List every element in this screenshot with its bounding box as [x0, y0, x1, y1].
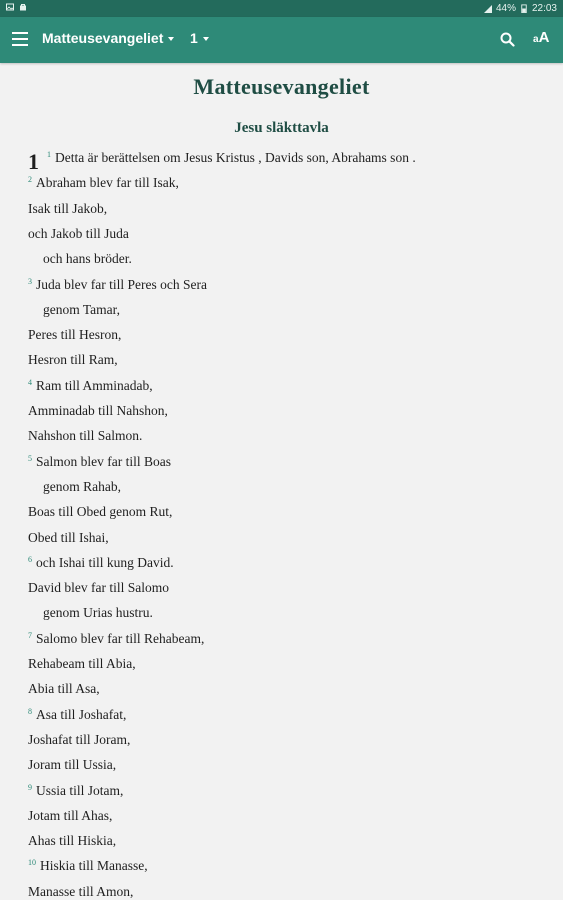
battery-icon [520, 4, 528, 13]
verse-text: Nahshon till Salmon. [28, 428, 143, 444]
verse-number[interactable]: 6 [28, 554, 32, 564]
clock: 22:03 [531, 3, 557, 14]
verse-text: Salomo blev far till Rehabeam, [36, 630, 205, 646]
chapter-selector-label: 1 [190, 30, 198, 46]
chapter-number: 1 [28, 149, 39, 174]
verse-text: Joram till Ussia, [28, 757, 117, 773]
verse-number[interactable]: 8 [28, 706, 32, 716]
verse-line [47, 150, 416, 166]
verse-text: och Jakob till Juda [28, 225, 129, 241]
verse-line [28, 378, 153, 394]
verse-text: Ahas till Hiskia, [28, 833, 117, 849]
verse-text: Ussia till Jotam, [36, 782, 124, 798]
verse-line [28, 858, 148, 874]
verse-text: Isak till Jakob, [28, 200, 108, 216]
verse-text: Detta är berättelsen om Jesus Kristus , Davids son, Abrahams son . [55, 150, 416, 165]
verse-text: Hiskia till Manasse, [40, 858, 148, 874]
verse-continuation-line [28, 530, 109, 546]
verse-text: David blev far till Salomo [28, 580, 169, 596]
book-title: Matteusevangeliet [193, 74, 370, 99]
verse-text: Abia till Asa, [28, 681, 100, 697]
status-indicators [484, 3, 557, 14]
verse-text: genom Urias hustru. [43, 605, 153, 621]
signal-icon [484, 5, 492, 13]
verse-number[interactable]: 10 [28, 858, 36, 868]
verse-line [28, 277, 207, 293]
verse-continuation-line [28, 428, 142, 444]
battery-percent: 44% [495, 3, 516, 14]
verse-continuation-line [28, 352, 118, 368]
verse-text: Salmon blev far till Boas [36, 453, 171, 469]
verse-continuation-line [28, 403, 168, 419]
hamburger-menu-icon[interactable] [12, 32, 28, 46]
verse-text: genom Tamar, [43, 301, 120, 317]
verse-continuation-line [28, 757, 116, 773]
bag-notification-icon [19, 3, 27, 11]
verse-continuation-line [28, 504, 172, 520]
verse-number[interactable]: 9 [28, 782, 32, 792]
verse-text: Juda blev far till Peres och Sera [36, 276, 207, 292]
verse-line [28, 783, 123, 799]
verse-text: Joshafat till Joram, [28, 731, 131, 747]
verse-text: Abraham blev far till Isak, [36, 175, 179, 191]
verse-text: Jotam till Ahas, [28, 807, 113, 823]
verse-continuation-line [28, 201, 107, 217]
verse-text: Amminadab till Nahshon, [28, 403, 168, 418]
verse-continuation-line [28, 833, 116, 849]
status-bar [0, 0, 563, 17]
verse-continuation-line [43, 251, 132, 267]
verse-continuation-line [28, 808, 112, 824]
chapter-selector[interactable] [190, 30, 209, 46]
verse-text: Hesron till Ram, [28, 352, 118, 368]
section-title: Jesu släkttavla [234, 120, 329, 136]
caret-down-icon [168, 37, 174, 41]
verse-number[interactable]: 2 [28, 175, 32, 185]
verse-text: Peres till Hesron, [28, 327, 122, 343]
verse-continuation-line [28, 681, 100, 697]
verse-text: Obed till Ishai, [28, 529, 109, 545]
verse-number[interactable]: 5 [28, 453, 32, 463]
verse-text: och Ishai till kung David. [36, 554, 174, 570]
verse-number[interactable]: 4 [28, 377, 32, 387]
verse-line [28, 454, 171, 470]
app-bar [0, 17, 563, 63]
text-size-icon[interactable]: aA [533, 29, 550, 46]
verse-text: Boas till Obed genom Rut, [28, 504, 173, 520]
verse-number[interactable]: 1 [47, 150, 51, 159]
verse-continuation-line [28, 226, 129, 242]
verse-text: genom Rahab, [43, 478, 121, 494]
verse-text: Asa till Joshafat, [36, 706, 127, 722]
verse-continuation-line [28, 327, 121, 343]
verse-continuation-line [28, 580, 169, 596]
verse-line [28, 707, 126, 723]
verse-continuation-line [43, 479, 121, 495]
book-selector[interactable] [42, 30, 174, 46]
image-notification-icon [6, 3, 14, 11]
verse-number[interactable]: 3 [28, 276, 32, 286]
verse-line [28, 631, 204, 647]
book-selector-label: Matteusevangeliet [42, 30, 164, 46]
verse-continuation-line [43, 605, 153, 621]
search-icon[interactable] [499, 31, 517, 49]
verse-continuation-line [28, 656, 136, 672]
status-notifications [6, 3, 27, 11]
verse-text: Rehabeam till Abia, [28, 656, 136, 671]
verse-continuation-line [43, 302, 120, 318]
verse-text: Manasse till Amon, [28, 883, 134, 899]
verse-line [28, 175, 179, 191]
verse-line [28, 555, 174, 571]
verse-continuation-line [28, 732, 130, 748]
verse-continuation-line [28, 884, 133, 900]
verse-text: Ram till Amminadab, [36, 377, 153, 393]
verse-text: och hans bröder. [43, 251, 132, 267]
verse-number[interactable]: 7 [28, 630, 32, 640]
caret-down-icon [203, 37, 209, 41]
